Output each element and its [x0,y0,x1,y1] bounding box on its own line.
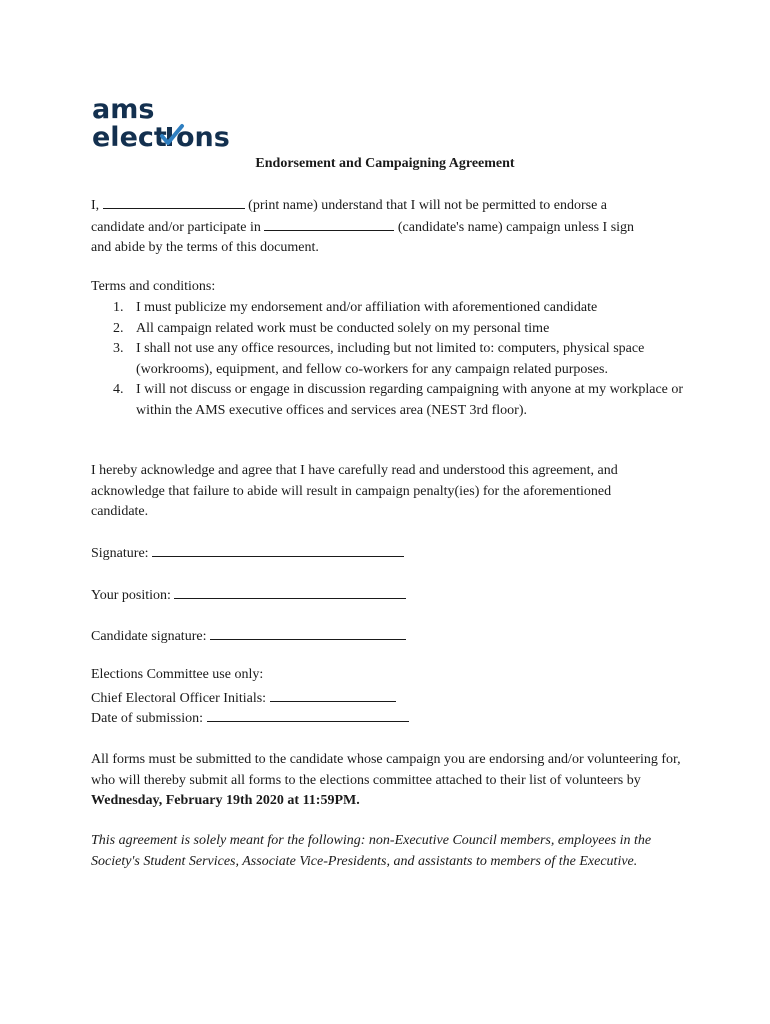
ceo-initials-label: Chief Electoral Officer Initials: [91,691,267,706]
intro-line-1-text: (print name) understand that I will not be permitted to endorse a [248,198,608,213]
candidate-signature-field [91,626,406,645]
list-item [91,298,691,319]
signature-label: Signature: [91,546,149,561]
list-item-text: I shall not use any office resources, including but not limited to: computers, physical space (workrooms), equipment, and fellow co-workers for any campaign related purposes. [136,341,645,377]
list-number: 4. [113,382,124,398]
date-submission-blank[interactable] [207,708,409,722]
intro-line-2-text-end: (candidate's name) campaign unless I sign [397,219,635,235]
intro-i: I, [91,198,100,213]
list-number: 1. [113,300,124,315]
acknowledge-paragraph: I hereby acknowledge and agree that I have carefully read and understood this agreement, and acknowledge that failure to abide will result in campaign penalty(ies) for the aforementioned candidate. [91,463,618,520]
date-submission-field [91,708,409,727]
list-item [91,380,696,421]
position-blank[interactable] [174,585,406,599]
intro-paragraph [91,195,691,259]
list-item [91,339,648,380]
logo-line-2-end: ons [176,122,230,152]
terms-list [91,298,691,422]
list-number: 2. [113,320,124,336]
intro-line-3: and abide by the terms of this document. [91,240,319,256]
list-item [91,319,691,340]
terms-heading: Terms and conditions: [91,279,216,294]
intro-line-1 [91,195,691,217]
page-title: Endorsement and Campaigning Agreement [255,156,515,171]
committee-heading: Elections Committee use only: [91,667,264,682]
submission-paragraph [91,750,681,812]
ams-elections-logo [92,96,252,152]
position-field [91,585,406,604]
list-item-text: I must publicize my endorsement and/or affiliation with aforementioned candidate [136,300,598,315]
candidate-signature-label: Candidate signature: [91,629,207,644]
signature-blank[interactable] [152,543,404,557]
logo-graphic [92,96,252,152]
eligibility-note: This agreement is solely meant for the following: non-Executive Council members, employees in the Society's Student Services, Associate Vice-Presidents, and assistants to members of the Executive. [91,833,652,869]
intro-line-2 [91,217,691,239]
list-item-text: I will not discuss or engage in discussion regarding campaigning with anyone at my workplace or within the AMS executive offices and services area (NEST 3rd floor). [136,382,684,418]
list-item-text: All campaign related work must be conducted solely on my personal time [136,320,550,336]
intro-line-2-text: candidate and/or participate in [91,219,261,235]
ceo-initials-field [91,688,396,707]
candidate-name-blank[interactable] [264,217,394,231]
list-number: 3. [113,341,124,357]
submission-deadline: Wednesday, February 19th 2020 at 11:59PM. [91,793,360,809]
position-label: Your position: [91,588,171,603]
ceo-initials-blank[interactable] [270,688,396,702]
date-submission-label: Date of submission: [91,711,203,726]
candidate-signature-blank[interactable] [210,626,406,640]
logo-line-2-start: elect [92,122,167,152]
logo-line-1: ams [92,96,155,125]
print-name-blank[interactable] [103,195,245,209]
submission-text: All forms must be submitted to the candidate whose campaign you are endorsing and/or volunteering for, who will thereby submit all forms to the elections committee attached to their list of volunteers by [91,752,681,788]
signature-field [91,543,404,562]
